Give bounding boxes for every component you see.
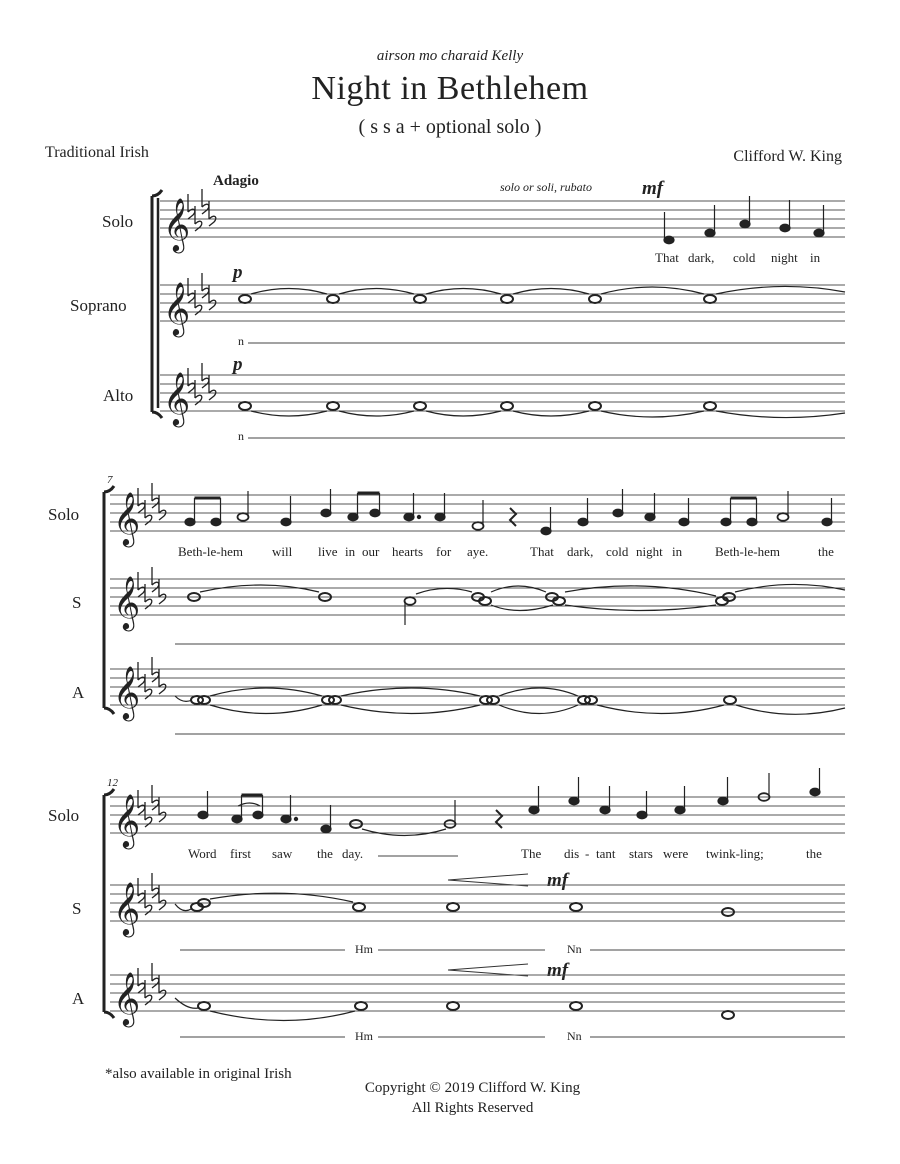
- staff-alto: [160, 375, 845, 411]
- measure-number: 7: [107, 474, 113, 486]
- treble-clef-icon: 𝄞: [113, 973, 141, 1024]
- svg-text:live: live: [318, 544, 338, 559]
- measure-number: 12: [107, 777, 118, 789]
- svg-text:in: in: [672, 544, 683, 559]
- svg-text:dark,: dark,: [567, 544, 594, 559]
- treble-clef-icon: 𝄞: [113, 795, 141, 846]
- arranger-credit: Traditional Irish: [45, 144, 149, 161]
- solo-lyrics-3: [188, 846, 822, 861]
- svg-text:The: The: [521, 846, 542, 861]
- staff-label-solo: Solo: [48, 505, 80, 524]
- tempo-marking: Adagio: [213, 173, 259, 189]
- composer-credit: Clifford W. King: [733, 148, 842, 165]
- svg-text:the: the: [806, 846, 822, 861]
- treble-clef-icon: 𝄞: [113, 667, 141, 718]
- svg-text:in: in: [810, 250, 821, 265]
- svg-text:for: for: [436, 544, 452, 559]
- dynamic-p-soprano: p: [233, 262, 243, 283]
- svg-text:Word: Word: [188, 846, 217, 861]
- alto-lyric-nn: Nn: [567, 1029, 582, 1043]
- staff-solo: [160, 201, 845, 237]
- staff-label-s: S: [72, 593, 82, 612]
- svg-text:hearts: hearts: [392, 544, 424, 559]
- staff-label-solo: Solo: [102, 212, 134, 231]
- svg-text:dark,: dark,: [688, 250, 715, 265]
- system-3: [48, 768, 845, 1043]
- svg-text:twink-ling;: twink-ling;: [706, 846, 764, 861]
- svg-text:stars: stars: [629, 846, 653, 861]
- dynamic-mf-soprano: mf: [547, 870, 569, 891]
- svg-text:cold: cold: [733, 250, 756, 265]
- dynamic-mf-alto: mf: [547, 960, 569, 981]
- treble-clef-icon: 𝄞: [113, 493, 141, 544]
- svg-text:were: were: [663, 846, 689, 861]
- svg-text:first: first: [230, 846, 251, 861]
- rights-text: All Rights Reserved: [411, 1100, 534, 1116]
- alto-notes-3: [175, 998, 734, 1021]
- subtitle: ( s s a + optional solo ): [358, 116, 542, 138]
- soprano-lyric-n: n: [238, 334, 244, 348]
- alto-lyric-hm: Hm: [355, 1029, 373, 1043]
- page-title: Night in Bethlehem: [311, 70, 589, 107]
- staff-label-soprano: Soprano: [70, 296, 127, 315]
- svg-text:Beth-le-hem: Beth-le-hem: [715, 544, 780, 559]
- staff-soprano: [160, 285, 845, 321]
- svg-text:saw: saw: [272, 846, 293, 861]
- staff-label-a: A: [72, 989, 85, 1008]
- expression-text: solo or soli, rubato: [500, 180, 593, 194]
- svg-text:cold: cold: [606, 544, 629, 559]
- svg-text:the: the: [317, 846, 333, 861]
- staff-label-alto: Alto: [103, 386, 134, 405]
- svg-text:tant: tant: [596, 846, 616, 861]
- svg-text:our: our: [362, 544, 380, 559]
- treble-clef-icon: 𝄞: [163, 199, 191, 250]
- alto-lyric-n: n: [238, 429, 244, 443]
- soprano-notes-2: [188, 584, 845, 625]
- svg-text:Beth-le-hem: Beth-le-hem: [178, 544, 243, 559]
- alto-notes-2: [175, 688, 845, 714]
- staff-label-a: A: [72, 683, 85, 702]
- footnote: *also available in original Irish: [105, 1066, 292, 1082]
- solo-lyrics-2: [178, 544, 834, 559]
- svg-text:will: will: [272, 544, 293, 559]
- alto-whole-notes: [239, 402, 845, 418]
- treble-clef-icon: 𝄞: [113, 883, 141, 934]
- system-1: [70, 173, 845, 443]
- svg-text:in: in: [345, 544, 356, 559]
- soprano-lyric-hm: Hm: [355, 942, 373, 956]
- svg-text:day.: day.: [342, 846, 364, 861]
- dedication: airson mo charaid Kelly: [376, 48, 524, 64]
- staff-label-solo: Solo: [48, 806, 80, 825]
- svg-text:night: night: [636, 544, 663, 559]
- svg-text:That: That: [530, 544, 554, 559]
- soprano-whole-notes: [239, 286, 845, 303]
- svg-text:the: the: [818, 544, 834, 559]
- svg-text:dis: dis: [564, 846, 580, 861]
- crescendo-hairpin: [448, 964, 528, 976]
- solo-lyrics-1: [655, 250, 821, 265]
- svg-text:That: That: [655, 250, 679, 265]
- soprano-notes-3: [175, 893, 734, 916]
- svg-text:aye.: aye.: [467, 544, 489, 559]
- svg-text:-: -: [585, 846, 590, 861]
- copyright-text: Copyright © 2019 Clifford W. King: [364, 1080, 581, 1096]
- treble-clef-icon: 𝄞: [163, 373, 191, 424]
- soprano-lyric-nn: Nn: [567, 942, 582, 956]
- dynamic-p-alto: p: [233, 354, 243, 375]
- solo-notes-3: [198, 768, 820, 836]
- system-2: [48, 474, 845, 734]
- svg-text:night: night: [771, 250, 798, 265]
- crescendo-hairpin: [448, 874, 528, 886]
- staff-label-s: S: [72, 899, 82, 918]
- dynamic-mf: mf: [642, 178, 664, 199]
- treble-clef-icon: 𝄞: [163, 283, 191, 334]
- treble-clef-icon: 𝄞: [113, 577, 141, 628]
- solo-notes-2: [185, 489, 832, 535]
